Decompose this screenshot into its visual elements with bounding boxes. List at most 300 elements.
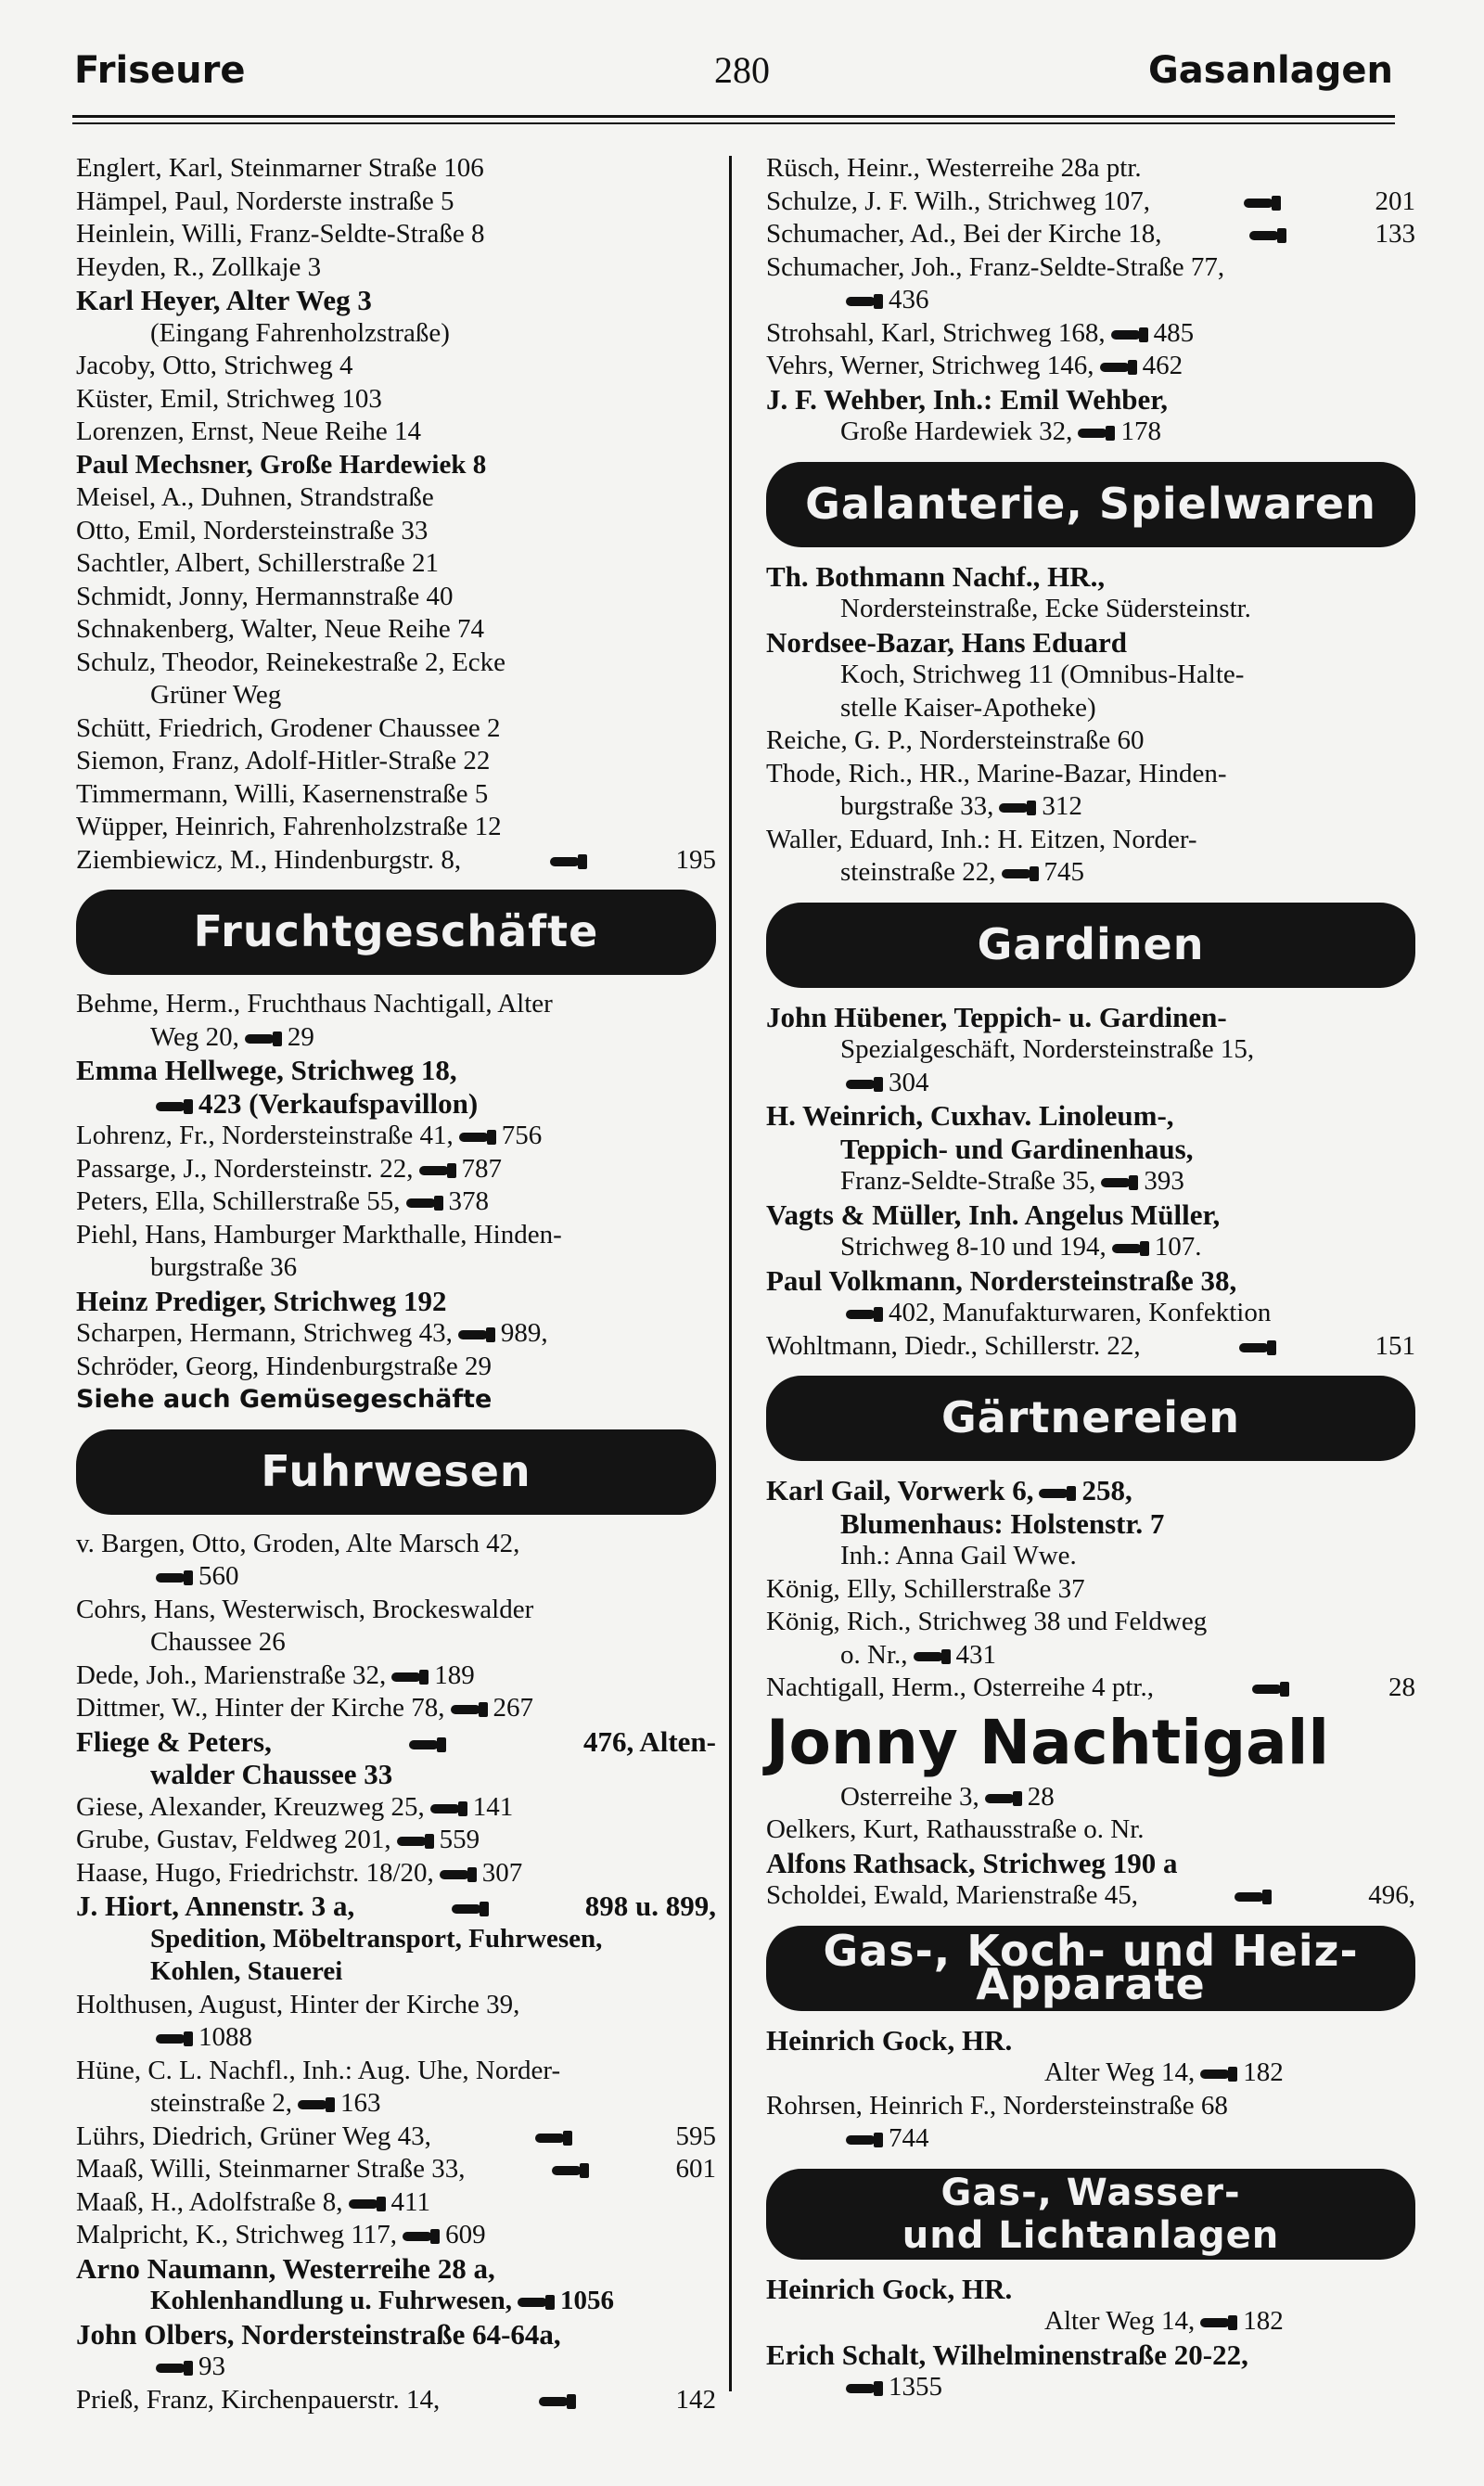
entry-text: Nordsee-Bazar, Hans Eduard (766, 625, 1127, 659)
telephone-icon (539, 2395, 576, 2408)
entry-text: walder Chaussee 33 (150, 1758, 393, 1790)
section-banner: Gardinen (766, 903, 1415, 988)
entry-text: burgstraße 33, (840, 791, 994, 821)
directory-entry-line (766, 1474, 1415, 1507)
telephone-icon (1235, 1890, 1272, 1903)
entry-text: Malpricht, K., Strichweg 117, (76, 2220, 398, 2249)
telephone-icon (245, 1032, 282, 1045)
directory-entry-line (76, 1285, 716, 1318)
directory-entry-line (766, 284, 1415, 317)
telephone-icon (403, 2230, 440, 2243)
entry-text: 163 (340, 2088, 381, 2118)
directory-entry-line (76, 613, 716, 647)
directory-entry-line (766, 560, 1415, 594)
entry-text: 182 (1243, 2057, 1284, 2087)
entry-text: Otto, Emil, Nordersteinstraße 33 (76, 515, 429, 545)
directory-entry-line (766, 1879, 1415, 1913)
directory-entry-line (76, 1725, 716, 1759)
entry-text: Siemon, Franz, Adolf-Hitler-Straße 22 (76, 746, 491, 775)
entry-text: Siehe auch Gemüsegeschäfte (76, 1385, 493, 1414)
directory-entry-line (76, 2153, 716, 2186)
entry-text: Scharpen, Hermann, Strichweg 43, (76, 1318, 453, 1348)
telephone-icon (452, 1903, 489, 1916)
directory-entry-line (76, 1989, 716, 2022)
entry-text: Heyden, R., Zollkaje 3 (76, 251, 322, 282)
directory-entry-line (76, 1857, 716, 1890)
entry-text: 304 (889, 1067, 929, 1097)
directory-entry-line (766, 2122, 1415, 2156)
telephone-icon (451, 1703, 488, 1716)
entry-text: Emma Hellwege, Strichweg 18, (76, 1054, 457, 1086)
telephone-icon (1002, 867, 1039, 880)
telephone-icon (459, 1131, 496, 1144)
entry-text: John Olbers, Nordersteinstraße 64-64a, (76, 2317, 561, 2351)
directory-entry-line (76, 679, 716, 712)
entry-text: Osterreihe 3, (840, 1781, 979, 1812)
section-banner: Gärtnereien (766, 1376, 1415, 1461)
entry-text: Peters, Ella, Schillerstraße 55, (76, 1186, 401, 1216)
directory-entry-line (76, 2087, 716, 2121)
telephone-icon (846, 1308, 883, 1321)
directory-entry-line (76, 1054, 716, 1087)
directory-entry-line (766, 2057, 1415, 2090)
directory-entry-line (76, 1890, 716, 1923)
directory-entry-line (76, 218, 716, 251)
entry-text: 787 (461, 1153, 503, 1184)
entry-text: 28 (1388, 1672, 1415, 1702)
telephone-icon (518, 2296, 555, 2309)
directory-entry-line (766, 1001, 1415, 1034)
entry-text: 436 (889, 285, 929, 314)
entry-text: 178 (1120, 416, 1161, 446)
telephone-icon (156, 1571, 193, 1584)
directory-entry-line (766, 2305, 1415, 2339)
telephone-icon (1100, 361, 1137, 374)
directory-entry-line (76, 1185, 716, 1219)
telephone-icon (1244, 197, 1281, 210)
entry-text: 989, (500, 1318, 548, 1348)
section-banner: Gas-, Koch- und Heiz-Apparate (766, 1926, 1415, 2011)
directory-entry-line (76, 1317, 716, 1351)
entry-text: Schmidt, Jonny, Hermannstraße 40 (76, 581, 454, 611)
entry-text: 485 (1153, 317, 1195, 348)
directory-entry-line (76, 2219, 716, 2252)
directory-entry-line (76, 1824, 716, 1857)
directory-entry-line (76, 1955, 716, 1989)
directory-entry-line (766, 317, 1415, 351)
telephone-icon (1111, 328, 1148, 341)
entry-text: Erich Schalt, Wilhelminenstraße 20-22, (766, 2338, 1248, 2371)
directory-entry-line (76, 2252, 716, 2286)
entry-text: 133 (1375, 219, 1415, 249)
column-divider (729, 156, 732, 2391)
directory-entry-line (76, 1153, 716, 1186)
directory-entry-line (76, 1021, 716, 1055)
directory-entry-line (76, 350, 716, 383)
telephone-icon (1200, 2316, 1237, 2329)
entry-text: Teppich- und Gardinenhaus, (840, 1132, 1194, 1165)
directory-entry-line (76, 416, 716, 449)
entry-text: o. Nr., (840, 1639, 908, 1670)
entry-text: 151 (1375, 1330, 1415, 1361)
left-column (76, 152, 716, 2416)
entry-text: 28 (1027, 1781, 1055, 1812)
directory-entry-line (766, 659, 1415, 692)
section-banner-line: Gas-, Wasser- (940, 2171, 1241, 2214)
entry-text: Schütt, Friedrich, Grodener Chaussee 2 (76, 712, 501, 743)
telephone-icon (419, 1164, 456, 1177)
directory-entry-line (76, 988, 716, 1021)
telephone-icon (156, 1100, 193, 1113)
directory-entry-line (76, 481, 716, 515)
entry-text: Piehl, Hans, Hamburger Markthalle, Hinden- (76, 1219, 562, 1249)
entry-text: 462 (1142, 351, 1183, 380)
directory-entry-line (766, 692, 1415, 725)
telephone-icon (1200, 2068, 1237, 2081)
directory-entry-line (766, 790, 1415, 824)
entry-text: Scholdei, Ewald, Marienstraße 45, (766, 1880, 1139, 1910)
entry-text: Lorenzen, Ernst, Neue Reihe 14 (76, 416, 422, 446)
directory-entry-line (766, 2024, 1415, 2057)
directory-entry-line (76, 317, 716, 351)
directory-entry-line (76, 251, 716, 285)
entry-text: 267 (493, 1693, 533, 1723)
telephone-icon (985, 1792, 1022, 1805)
directory-entry-line (766, 758, 1415, 791)
entry-text: Alter Weg 14, (1044, 2057, 1196, 2087)
header-rule-thin (72, 122, 1395, 124)
directory-entry-line (76, 2121, 716, 2154)
entry-text: Dede, Joh., Marienstraße 32, (76, 1659, 387, 1690)
directory-entry-line (766, 1133, 1415, 1166)
entry-text: Thode, Rich., HR., Marine-Bazar, Hinden- (766, 758, 1227, 788)
section-banner-line: und Lichtanlagen (902, 2213, 1280, 2257)
directory-entry-line (766, 724, 1415, 758)
telephone-icon (914, 1650, 951, 1663)
directory-entry-line (76, 2285, 716, 2318)
entry-text: 378 (448, 1186, 490, 1216)
telephone-icon (440, 1868, 477, 1881)
entry-text: 393 (1144, 1166, 1184, 1196)
telephone-icon (298, 2098, 335, 2111)
entry-text: 609 (445, 2220, 486, 2249)
section-banner: Fuhrwesen (76, 1429, 716, 1515)
directory-entry-line (766, 2339, 1415, 2372)
entry-text: Haase, Hugo, Friedrichstr. 18/20, (76, 1857, 434, 1888)
directory-entry-line (766, 856, 1415, 890)
directory-entry-line (76, 1528, 716, 1561)
entry-text: Schulz, Theodor, Reinekestraße 2, Ecke (76, 647, 505, 677)
entry-text: Hämpel, Paul, Norderste instraße 5 (76, 186, 454, 216)
entry-text: Lührs, Diedrich, Grüner Weg 43, (76, 2121, 431, 2151)
directory-entry-line (76, 1594, 716, 1627)
entry-text: Heinlein, Willi, Franz-Seldte-Straße 8 (76, 219, 485, 249)
directory-entry-line (76, 1923, 716, 1956)
entry-text: 431 (955, 1639, 996, 1670)
entry-text: Kohlen, Stauerei (150, 1956, 343, 1986)
entry-text: 559 (439, 1825, 480, 1854)
directory-entry-line (766, 1297, 1415, 1330)
directory-entry-line (76, 1087, 716, 1121)
entry-text: Schumacher, Ad., Bei der Kirche 18, (766, 219, 1162, 249)
entry-text: Paul Volkmann, Nordersteinstraße 38, (766, 1263, 1237, 1297)
entry-text: 195 (675, 844, 716, 875)
directory-entry-line (76, 2384, 716, 2417)
directory-entry-line (766, 1507, 1415, 1541)
entry-text: Waller, Eduard, Inh.: H. Eitzen, Norder- (766, 824, 1197, 854)
entry-text: Heinz Prediger, Strichweg 192 (76, 1284, 447, 1317)
entry-text: 93 (198, 2351, 225, 2381)
entry-text: Giese, Alexander, Kreuzweg 25, (76, 1791, 425, 1822)
directory-entry-line (766, 2273, 1415, 2306)
entry-text: 744 (889, 2123, 929, 2153)
entry-text: 601 (675, 2154, 716, 2184)
directory-entry-line (766, 1573, 1415, 1607)
entry-text: 411 (390, 2186, 430, 2217)
directory-entry-line (766, 416, 1415, 449)
right-column (766, 152, 1415, 2404)
directory-entry-line (766, 1540, 1415, 1573)
directory-entry-line (76, 712, 716, 746)
directory-entry-line (76, 449, 716, 482)
entry-text: Arno Naumann, Westerreihe 28 a, (76, 2251, 495, 2285)
directory-entry-line (766, 1198, 1415, 1232)
directory-entry-line (766, 218, 1415, 251)
entry-text: Koch, Strichweg 11 (Omnibus-Halte- (840, 660, 1245, 689)
telephone-icon (1252, 1683, 1289, 1696)
telephone-icon (409, 1738, 446, 1751)
entry-text: Alfons Rathsack, Strichweg 190 a (766, 1846, 1178, 1879)
entry-text: steinstraße 2, (150, 2088, 293, 2118)
entry-text: Chaussee 26 (150, 1627, 286, 1657)
telephone-icon (1239, 1341, 1276, 1354)
telephone-icon (1039, 1487, 1076, 1500)
entry-text: Grube, Gustav, Feldweg 201, (76, 1825, 391, 1854)
entry-text: 595 (675, 2121, 716, 2151)
page-number: 280 (714, 49, 770, 91)
entry-text: Franz-Seldte-Straße 35, (840, 1166, 1096, 1196)
entry-text: Dittmer, W., Hinter der Kirche 78, (76, 1693, 445, 1723)
entry-text: Inh.: Anna Gail Wwe. (840, 1541, 1077, 1570)
entry-text: stelle Kaiser-Apotheke) (840, 692, 1096, 723)
directory-entry-line (76, 1120, 716, 1153)
directory-entry-line (76, 2351, 716, 2384)
entry-text: burgstraße 36 (150, 1252, 298, 1282)
telephone-icon (550, 855, 587, 868)
entry-text: Strichweg 8-10 und 194, (840, 1232, 1107, 1262)
directory-entry-line (766, 350, 1415, 383)
directory-entry-line (76, 2318, 716, 2351)
directory-entry-line (766, 251, 1415, 285)
entry-text: Vehrs, Werner, Strichweg 146, (766, 351, 1094, 380)
entry-text: Hüne, C. L. Nachfl., Inh.: Aug. Uhe, Norder- (76, 2055, 561, 2085)
directory-entry-line (76, 2021, 716, 2055)
entry-text: Meisel, A., Duhnen, Strandstraße (76, 482, 434, 512)
directory-entry-line (766, 593, 1415, 626)
directory-entry-line (766, 186, 1415, 219)
entry-text: Wohltmann, Diedr., Schillerstr. 22, (766, 1330, 1141, 1361)
entry-text: 745 (1043, 857, 1085, 887)
entry-text: Schulze, J. F. Wilh., Strichweg 107, (766, 186, 1151, 216)
entry-text: Karl Heyer, Alter Weg 3 (76, 284, 372, 316)
entry-text: Heinrich Gock, HR. (766, 2023, 1013, 2057)
directory-entry-line (76, 581, 716, 614)
entry-text: Wüpper, Heinrich, Fahrenholzstraße 12 (76, 812, 502, 841)
telephone-icon (458, 1328, 495, 1341)
entry-text: 476, Alten- (583, 1724, 716, 1758)
directory-entry-line (76, 547, 716, 581)
entry-text: H. Weinrich, Cuxhav. Linoleum-, (766, 1099, 1174, 1132)
entry-text: 496, (1368, 1880, 1415, 1910)
entry-text: Schumacher, Joh., Franz-Seldte-Straße 77, (766, 251, 1225, 282)
directory-entry-line (76, 778, 716, 812)
directory-entry-line (76, 2186, 716, 2220)
telephone-icon (999, 801, 1036, 814)
entry-text: Große Hardewiek 32, (840, 416, 1073, 446)
entry-text: Blumenhaus: Holstenstr. 7 (840, 1506, 1165, 1540)
entry-text: Maaß, Willi, Steinmarner Straße 33, (76, 2154, 466, 2184)
directory-entry-line (76, 1758, 716, 1791)
entry-text: Kohlenhandlung u. Fuhrwesen, (150, 2286, 513, 2315)
telephone-icon (1078, 427, 1115, 440)
entry-text: 560 (198, 1561, 239, 1591)
entry-text: Alter Weg 14, (1044, 2306, 1196, 2336)
directory-entry-line (76, 152, 716, 186)
entry-text: Th. Bothmann Nachf., HR., (766, 559, 1106, 593)
directory-entry-line (766, 1165, 1415, 1198)
telephone-icon (846, 2382, 883, 2395)
entry-text: Englert, Karl, Steinmarner Straße 106 (76, 153, 484, 183)
entry-text: 29 (287, 1021, 314, 1052)
entry-text: Heinrich Gock, HR. (766, 2272, 1013, 2305)
entry-text: 142 (675, 2384, 716, 2415)
telephone-icon (430, 1802, 467, 1815)
telephone-icon (1112, 1242, 1149, 1255)
section-banner (766, 2169, 1415, 2260)
directory-entry-line (766, 1033, 1415, 1067)
entry-text: 756 (501, 1121, 543, 1150)
entry-text: 312 (1042, 791, 1082, 821)
telephone-icon (397, 1835, 434, 1848)
directory-entry-line (76, 383, 716, 416)
directory-entry-line (766, 1264, 1415, 1298)
directory-entry-line (76, 1692, 716, 1725)
entry-text: Nordersteinstraße, Ecke Südersteinstr. (840, 594, 1251, 623)
entry-text: Spezialgeschäft, Nordersteinstraße 15, (840, 1034, 1255, 1064)
entry-text: Prieß, Franz, Kirchenpauerstr. 14, (76, 2384, 441, 2415)
directory-entry-line (766, 152, 1415, 186)
directory-entry-line (766, 1847, 1415, 1880)
entry-text: Timmermann, Willi, Kasernenstraße 5 (76, 778, 489, 809)
entry-text: Küster, Emil, Strichweg 103 (76, 383, 382, 414)
entry-text: Maaß, H., Adolfstraße 8, (76, 2186, 343, 2217)
entry-text: König, Elly, Schillerstraße 37 (766, 1573, 1085, 1604)
entry-text: Sachtler, Albert, Schillerstraße 21 (76, 548, 440, 578)
directory-entry-line (76, 844, 716, 878)
telephone-icon (535, 2132, 572, 2145)
directory-entry-line (76, 647, 716, 680)
directory-entry-line (766, 1231, 1415, 1264)
telephone-icon (156, 2032, 193, 2045)
directory-entry-line (76, 1791, 716, 1825)
entry-text: König, Rich., Strichweg 38 und Feldweg (766, 1607, 1208, 1636)
entry-text: Reiche, G. P., Nordersteinstraße 60 (766, 725, 1145, 755)
directory-entry-line (76, 1383, 716, 1416)
directory-entry-line (766, 1606, 1415, 1639)
directory-entry-line (76, 745, 716, 778)
telephone-icon (156, 2362, 193, 2375)
directory-entry-line (76, 284, 716, 317)
section-banner: Galanterie, Spielwaren (766, 462, 1415, 547)
entry-text: 141 (472, 1791, 514, 1822)
entry-text: J. Hiort, Annenstr. 3 a, (76, 1890, 355, 1922)
directory-entry-line (766, 1639, 1415, 1672)
entry-text: Strohsahl, Karl, Strichweg 168, (766, 317, 1106, 348)
entry-text: 189 (434, 1659, 475, 1690)
entry-text: Schröder, Georg, Hindenburgstraße 29 (76, 1351, 492, 1381)
entry-text: 307 (481, 1857, 523, 1888)
entry-text: Vagts & Müller, Inh. Angelus Müller, (766, 1198, 1221, 1231)
directory-entry-line (76, 1351, 716, 1384)
telephone-icon (406, 1197, 443, 1210)
telephone-icon (349, 2198, 386, 2210)
entry-text: Jacoby, Otto, Strichweg 4 (76, 351, 353, 380)
directory-entry-line (766, 626, 1415, 660)
running-head-left: Friseure (74, 49, 246, 92)
entry-text: Karl Gail, Vorwerk 6, (766, 1474, 1034, 1506)
telephone-icon (1249, 229, 1286, 242)
entry-text: 1056 (560, 2286, 615, 2315)
directory-entry-line (76, 1251, 716, 1285)
directory-entry-line (76, 1659, 716, 1693)
entry-text: Spedition, Möbeltransport, Fuhrwesen, (150, 1923, 603, 1954)
entry-text: 182 (1243, 2306, 1284, 2336)
entry-text: Schnakenberg, Walter, Neue Reihe 74 (76, 614, 484, 644)
directory-entry-line (766, 1813, 1415, 1847)
directory-entry-line (766, 2090, 1415, 2123)
directory-entry-line (766, 824, 1415, 857)
entry-text: 258, (1081, 1474, 1132, 1506)
entry-text: 107. (1154, 1232, 1202, 1262)
entry-text: 1088 (198, 2022, 252, 2052)
entry-text: Paul Mechsner, Große Hardewiek 8 (76, 449, 487, 480)
entry-text: 201 (1375, 186, 1415, 216)
entry-text: Rohrsen, Heinrich F., Nordersteinstraße 68 (766, 2090, 1228, 2121)
telephone-icon (552, 2164, 589, 2177)
telephone-icon (846, 295, 883, 308)
entry-text: J. F. Wehber, Inh.: Emil Wehber, (766, 382, 1168, 416)
entry-text: Holthusen, August, Hinter der Kirche 39, (76, 1989, 520, 2019)
entry-text: John Hübener, Teppich- u. Gardinen- (766, 1000, 1227, 1033)
telephone-icon (846, 2134, 883, 2146)
entry-text: Passarge, J., Nordersteinstr. 22, (76, 1153, 414, 1184)
entry-text: Jonny Nachtigall (766, 1706, 1329, 1778)
directory-entry-line (76, 1560, 716, 1594)
directory-entry-line (76, 811, 716, 844)
entry-text: Cohrs, Hans, Westerwisch, Brockeswalder (76, 1594, 534, 1624)
telephone-icon (846, 1078, 883, 1091)
entry-text: 423 (Verkaufspavillon) (198, 1086, 479, 1120)
running-head-right: Gasanlagen (1147, 49, 1393, 92)
directory-entry-line (766, 1330, 1415, 1364)
telephone-icon (391, 1671, 429, 1684)
entry-text: Rüsch, Heinr., Westerreihe 28a ptr. (766, 153, 1142, 183)
directory-entry-line (766, 1099, 1415, 1133)
entry-text: 1355 (889, 2372, 942, 2402)
directory-entry-line (76, 515, 716, 548)
entry-text: Grüner Weg (150, 680, 282, 710)
telephone-icon (1101, 1176, 1138, 1189)
